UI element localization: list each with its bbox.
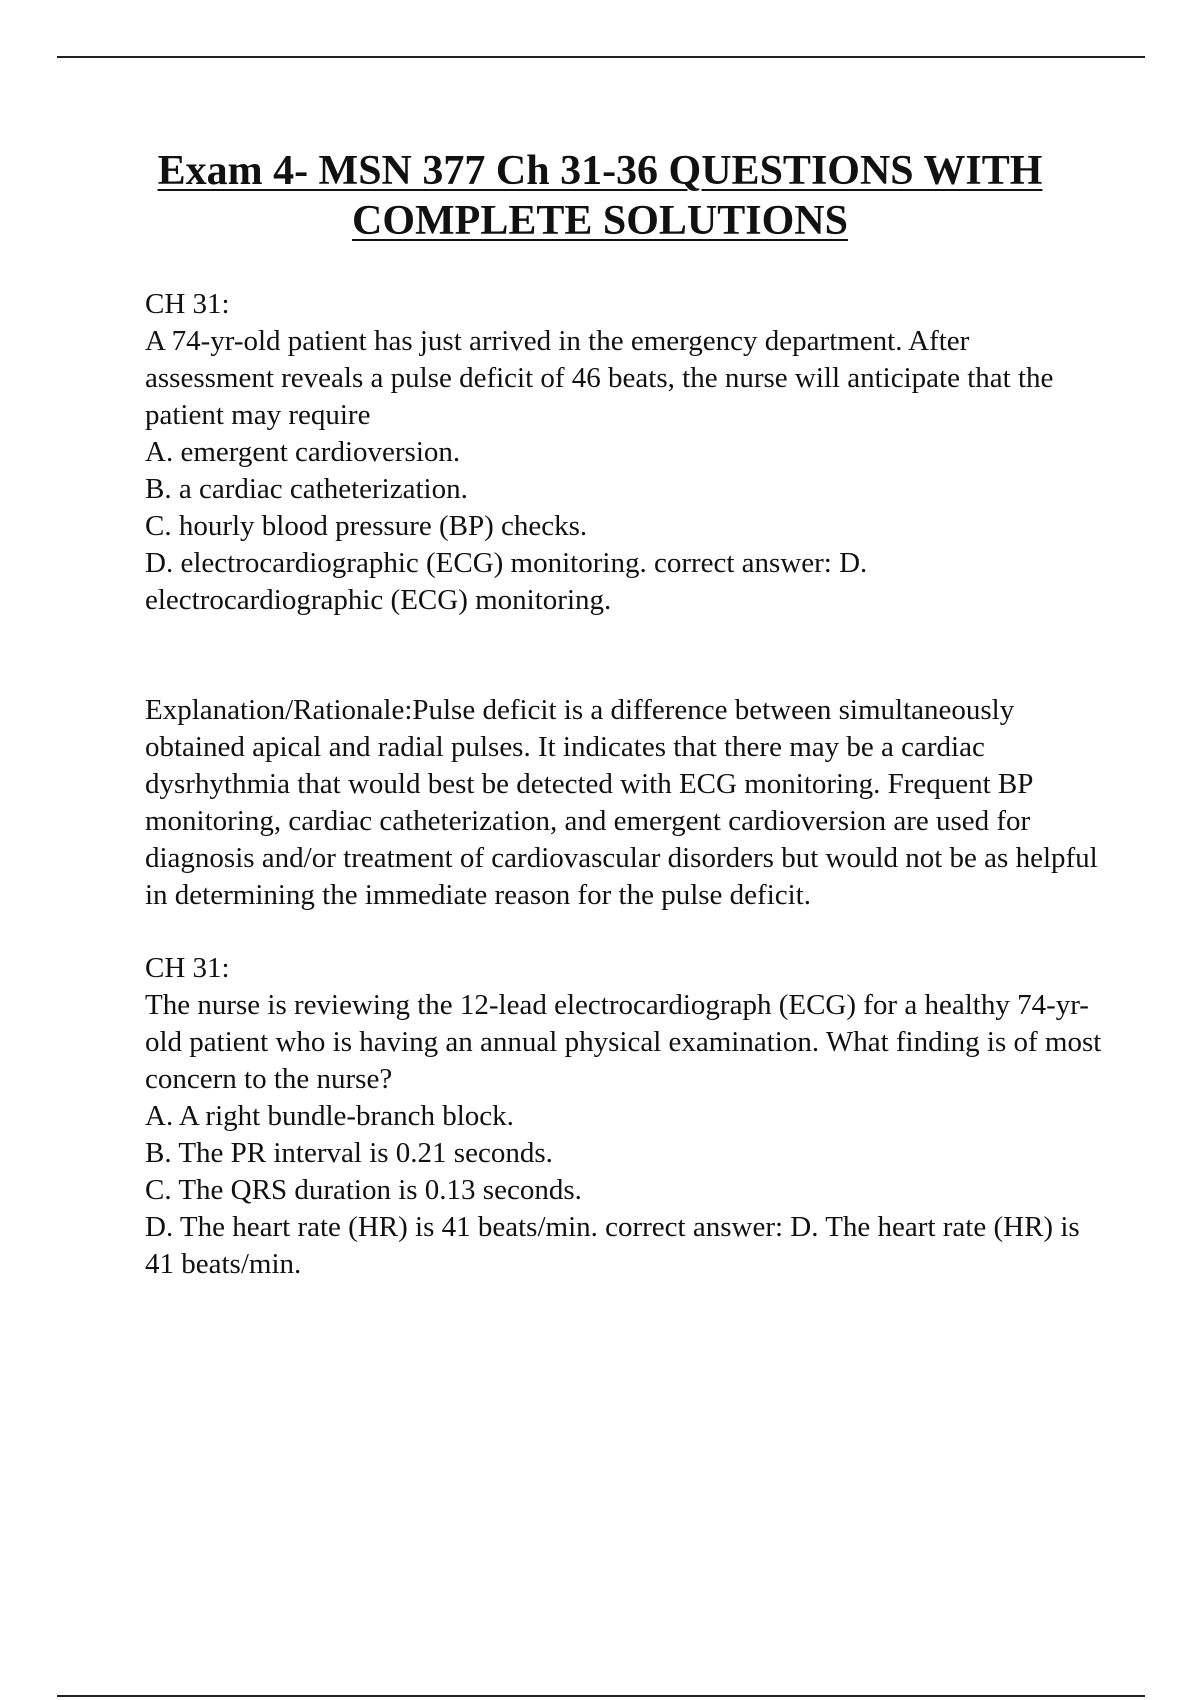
question-2 (145, 950, 1105, 1283)
question-2-stem: The nurse is reviewing the 12-lead electrocardiograph (ECG) for a healthy 74-yr-old patient who is having an annual physical examination. What finding is of most concern to the nurse? (145, 989, 1102, 1095)
spacer (145, 914, 1105, 950)
question-1-rationale: Explanation/Rationale:Pulse deficit is a difference between simultaneously obtained apical and radial pulses. It indicates that there may be a cardiac dysrhythmia that would best be detected with ECG monitoring. Frequent BP monitoring, cardiac catheterization, and emergent cardioversion are used for diagnosis and/or treatment of cardiovascular disorders but would not be as helpful in determining the immediate reason for the pulse deficit. (145, 694, 1098, 911)
question-1-chapter: CH 31: (145, 288, 230, 320)
question-1 (145, 286, 1105, 914)
title-line-2: COMPLETE SOLUTIONS (352, 198, 848, 244)
question-2-option-d-answer: D. The heart rate (HR) is 41 beats/min. correct answer: D. The heart rate (HR) is 41 beats/min. (145, 1211, 1080, 1280)
question-1-stem: A 74-yr-old patient has just arrived in the emergency department. After assessment reveals a pulse deficit of 46 beats, the nurse will anticipate that the patient may require (145, 325, 1054, 431)
question-2-chapter: CH 31: (145, 952, 230, 984)
document-body (145, 286, 1105, 1283)
top-rule (57, 56, 1145, 58)
question-2-option-a: A. A right bundle-branch block. (145, 1100, 514, 1132)
question-1-option-c: C. hourly blood pressure (BP) checks. (145, 510, 588, 542)
title-line-1: Exam 4- MSN 377 Ch 31-36 QUESTIONS WITH (157, 148, 1043, 194)
document-title (100, 146, 1100, 246)
question-2-option-c: C. The QRS duration is 0.13 seconds. (145, 1174, 582, 1206)
question-1-option-a: A. emergent cardioversion. (145, 436, 461, 468)
question-1-option-b: B. a cardiac catheterization. (145, 473, 468, 505)
question-1-option-d-answer: D. electrocardiographic (ECG) monitoring. correct answer: D. electrocardiographic (ECG) monitoring. (145, 547, 868, 616)
bottom-rule (57, 1695, 1145, 1697)
question-2-option-b: B. The PR interval is 0.21 seconds. (145, 1137, 553, 1169)
spacer (145, 619, 1105, 692)
